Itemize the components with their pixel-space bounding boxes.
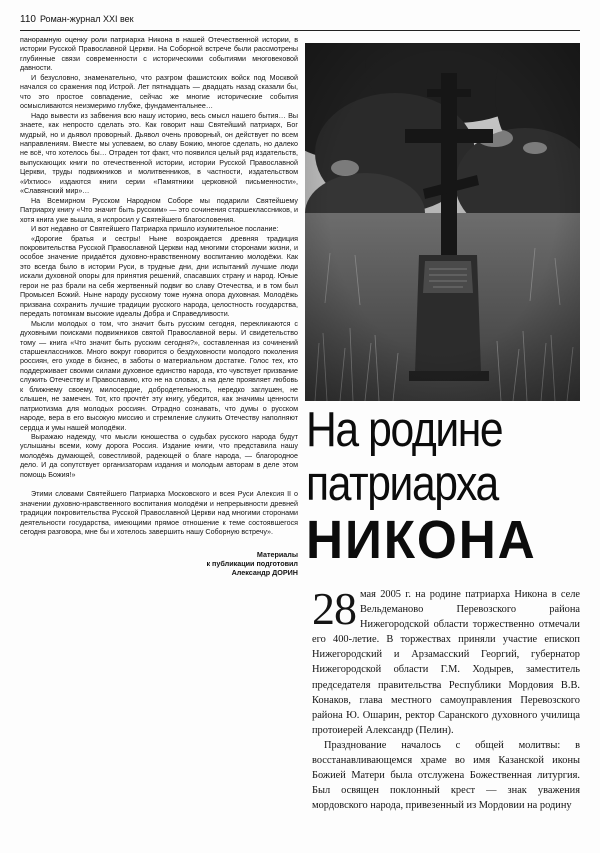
- drop-cap-date: 28: [312, 583, 356, 634]
- story-paragraph: мая 2005 г. на родине патриарха Никона в селе Вельдеманово Перевозского района Нижегородской области торжественно отмечали его 400-летие. В торжествах приняли участие епископ Нижегородский и Арзамасский Георгий, губернатор Нижегородской области Г.М. Ходырев, заместитель председателя правительства Республики Мордовия В.В. Конаков, глава местного самоуправления Перевозского района Ю. Ошарин, ректор Саранского духовного училища протоиерей Александр (Пелин).: [312, 589, 580, 736]
- signature-line: Материалы: [256, 549, 298, 559]
- paragraph: Выражаю надежду, что мысли юношества о судьбах русского народа будут услышаны всеми, кому дорога Россия. Издание книги, что представила нашу молодёжь думающей, совестливой, радеющей о благе народа, — благородное дело. И да сопутствует организаторам издания и молодым авторам в деле этом помощь Божия!»: [20, 433, 298, 479]
- headline-line-1: На родине: [306, 403, 503, 457]
- header-rule: [20, 30, 580, 31]
- left-column-text: [20, 36, 298, 577]
- article-headline: [306, 403, 582, 569]
- signature-line: к публикации подготовил: [206, 558, 298, 568]
- paragraph: Надо вывести из забвения всю нашу историю, весь смысл нашего бытия… Вы знаете, как непросто сделать это. Как говорит наш Святейший патриарх, Бог мудрый, но и дьявол проворный. Дьявол очень проворный, он действует по всем направлениям. Вместе мы успеваем, во славу Божию, многое сделать, но далеко не всё, что хотелось бы… Отраден тот факт, что появился целый ряд издательств, выпускающих книги по отечественной истории, истории Русской Православной Церкви, труды подвижников и молитвенников, в частности, издательством «Ихтиос» издаются книги серии «Памятники церковной письменности», «Славянский мир»…: [20, 111, 298, 196]
- paragraph: И вот недавно от Святейшего Патриарха пришло изумительное послание:: [31, 225, 279, 234]
- paragraph: «Дорогие братья и сестры! Ныне возрождается древняя традиция покровительства Русской Православной Церкви над многими сторонами жизни, и особое значение придаётся духовно-нравственному воспитанию молодёжи. Как это всегда было в истории Руси, в трудные дни, дни испытаний лучшие люди искали духовной опоры для принятия решений, спасавших страну и народ. Юные герои не раз брали на себя жертвенный подвиг во славу Отечества, и в том был Промысел Божий. Ныне народу русскому тоже нужна опора духовная. Молодёжь призвана сохранить лучшие традиции русского народа, целостность государства, передать потомкам высокие идеалы Добра и Справедливости.: [20, 234, 298, 319]
- running-header: [20, 14, 380, 25]
- headline-line-2: патриарха: [306, 457, 498, 511]
- paragraph: На Всемирном Русском Народном Соборе мы подарили Святейшему Патриарху книгу «Что значит быть русским» — это сочинения старшеклассников, и хотя книга уже вышла, я испросил у Святейшего благословения.: [20, 196, 298, 224]
- page-number: 110: [20, 14, 36, 25]
- article-body: [312, 583, 580, 813]
- signature-author: Александр ДОРИН: [231, 567, 298, 577]
- story-paragraph: Празднование началось с общей молитвы: в восстанавливающемся храме во имя Казанской иконы Божией Матери была отслужена Божественная литургия. Был освящен поклонный крест — знак уважения мордовского народа, привезенный из Мордовии на родину: [312, 739, 580, 812]
- cross-monument-photo: [305, 43, 580, 401]
- journal-title: Роман-журнал XXI век: [39, 14, 134, 24]
- paragraph: панорамную оценку роли патриарха Никона в нашей Отечественной истории, в истории Русской Православной Церкви. На Соборной встрече были рассмотрены глубинные связи современности с историческими событиями многовековой давности.: [20, 36, 298, 73]
- author-signature: [20, 550, 298, 578]
- paragraph: Этими словами Святейшего Патриарха Московского и всея Руси Алексия II о значении духовно-нравственного воспитания молодёжи и непрерывности древней традиции покровительства Русской Православной Церкви над многими сторонами деятельности государства, имеющими прямое отношение к теме состоявшегося сегодня разговора, мне бы и хотелось завершить нашу Соборную встречу».: [20, 490, 298, 537]
- paragraph: И безусловно, знаменательно, что разгром фашистских войск под Москвой начался со сражения под Истрой. Лет пятнадцать — двадцать назад сказали бы, что это простое совпадение, сейчас же многие исторические события осмысливаются неизмеримо глубже, фундаментальнее…: [20, 73, 298, 111]
- paragraph: Мысли молодых о том, что значит быть русским сегодня, перекликаются с духовными поисками подвижников святой Православной веры. И свидетельство тому — книга «Что значит быть русским сегодня?», составленная из сочинений старшеклассников. Много вокруг говорится о бездуховности молодого поколения россиян, его уходе в бизнес, в заботы о материальном достатке. Голос тех, кто поддерживает своими силами духовное единство народа, кто чувствует призвание служить Отечеству и Православию, кто не на словах, а на деле проявляет любовь к ближнему своему, милосердие, добродетельность, нередко заглушен, не слышен, не замечен. Тот, кто прочтёт эту книгу, убедится, как значимы ценности патриотизма для молодых россиян. Отрадно сознавать, что думы о русском народе, вера в его высокую миссию и стремление служить Отечеству наполняют сердца и умы нашей молодёжи.: [20, 319, 298, 432]
- headline-line-3: НИКОНА: [306, 510, 537, 570]
